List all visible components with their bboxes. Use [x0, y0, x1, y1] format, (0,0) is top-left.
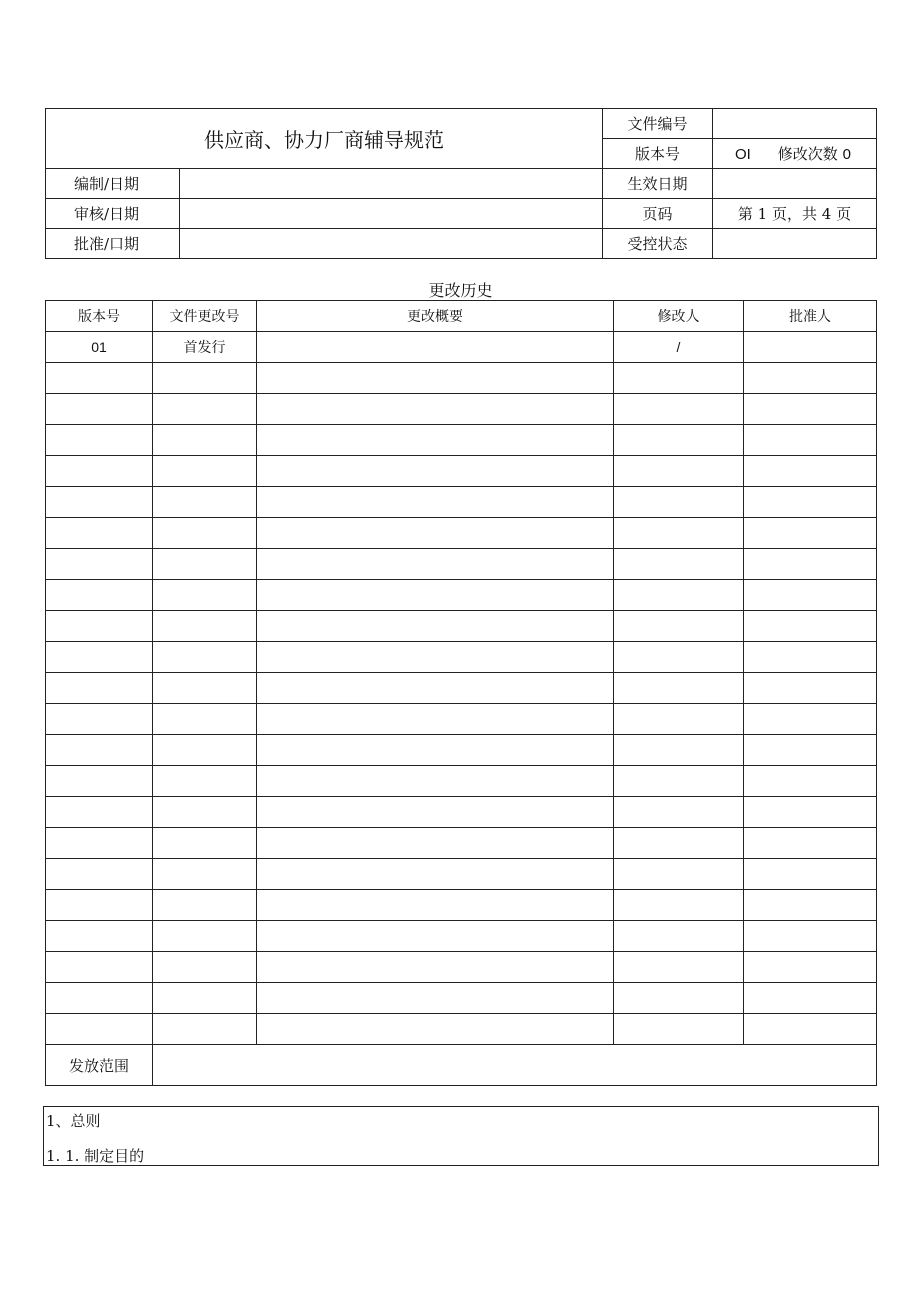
- history-cell-approver: [744, 890, 877, 921]
- column-header-change-number: 文件更改号: [153, 301, 257, 332]
- history-cell-summary: [257, 766, 614, 797]
- history-cell-version: [46, 425, 153, 456]
- history-cell-modifier: [614, 580, 744, 611]
- history-cell-approver: [744, 983, 877, 1014]
- history-cell-approver: [744, 766, 877, 797]
- history-cell-approver: [744, 797, 877, 828]
- history-cell-version: [46, 704, 153, 735]
- history-cell-modifier: [614, 983, 744, 1014]
- history-cell-version: [46, 580, 153, 611]
- history-cell-version: [46, 952, 153, 983]
- version-value: OI: [735, 146, 751, 163]
- history-cell-summary: [257, 363, 614, 394]
- history-cell-version: [46, 859, 153, 890]
- history-cell-summary: [257, 518, 614, 549]
- column-header-approver: 批准人: [744, 301, 877, 332]
- history-cell-change-number: [153, 673, 257, 704]
- history-cell-approver: [744, 1014, 877, 1045]
- history-cell-summary: [257, 952, 614, 983]
- history-cell-modifier: [614, 456, 744, 487]
- history-cell-change-number: [153, 425, 257, 456]
- history-cell-modifier: [614, 394, 744, 425]
- history-header-row: [46, 301, 877, 332]
- history-cell-summary: [257, 921, 614, 952]
- history-cell-approver: [744, 394, 877, 425]
- history-row: [46, 859, 877, 890]
- history-cell-version: [46, 456, 153, 487]
- history-cell-modifier: [614, 921, 744, 952]
- distribution-scope-value: [153, 1045, 877, 1086]
- history-cell-modifier: [614, 611, 744, 642]
- history-cell-version: 01: [46, 332, 153, 363]
- history-cell-version: [46, 549, 153, 580]
- history-cell-approver: [744, 704, 877, 735]
- history-cell-version: [46, 487, 153, 518]
- document-header-table: [45, 108, 877, 259]
- history-cell-version: [46, 642, 153, 673]
- history-cell-modifier: [614, 1014, 744, 1045]
- history-cell-approver: [744, 518, 877, 549]
- history-cell-version: [46, 983, 153, 1014]
- history-cell-change-number: [153, 828, 257, 859]
- history-cell-summary: [257, 1014, 614, 1045]
- history-cell-summary: [257, 735, 614, 766]
- history-row: [46, 735, 877, 766]
- section-heading-general: 1、总则: [46, 1112, 101, 1130]
- history-cell-approver: [744, 487, 877, 518]
- history-row: [46, 704, 877, 735]
- history-row: [46, 580, 877, 611]
- approved-by-label: 批准/口期: [46, 229, 180, 259]
- history-row: [46, 797, 877, 828]
- history-cell-summary: [257, 704, 614, 735]
- reviewed-by-value: [180, 199, 603, 229]
- history-cell-summary: [257, 394, 614, 425]
- history-cell-summary: [257, 828, 614, 859]
- history-cell-approver: [744, 859, 877, 890]
- reviewed-by-label: 审核/日期: [46, 199, 180, 229]
- document-title: 供应商、协力厂商辅导规范: [46, 109, 603, 169]
- history-cell-change-number: [153, 394, 257, 425]
- history-cell-approver: [744, 952, 877, 983]
- history-cell-approver: [744, 642, 877, 673]
- history-cell-change-number: [153, 890, 257, 921]
- history-cell-version: [46, 921, 153, 952]
- history-row: [46, 642, 877, 673]
- history-row: [46, 549, 877, 580]
- history-cell-change-number: [153, 704, 257, 735]
- history-row: [46, 952, 877, 983]
- history-cell-approver: [744, 580, 877, 611]
- history-cell-change-number: [153, 363, 257, 394]
- history-cell-summary: [257, 425, 614, 456]
- history-cell-modifier: [614, 766, 744, 797]
- history-cell-change-number: [153, 797, 257, 828]
- history-cell-approver: [744, 549, 877, 580]
- history-cell-modifier: /: [614, 332, 744, 363]
- history-row: [46, 766, 877, 797]
- history-row: [46, 425, 877, 456]
- history-cell-change-number: [153, 580, 257, 611]
- file-number-value: [713, 109, 877, 139]
- history-cell-change-number: [153, 456, 257, 487]
- history-row: [46, 673, 877, 704]
- history-cell-summary: [257, 673, 614, 704]
- history-cell-summary: [257, 456, 614, 487]
- history-cell-change-number: [153, 766, 257, 797]
- history-cell-modifier: [614, 425, 744, 456]
- history-cell-summary: [257, 983, 614, 1014]
- history-cell-change-number: [153, 952, 257, 983]
- history-cell-summary: [257, 580, 614, 611]
- history-cell-version: [46, 611, 153, 642]
- history-row: [46, 518, 877, 549]
- effective-date-label: 生效日期: [603, 169, 713, 199]
- history-cell-version: [46, 766, 153, 797]
- history-cell-summary: [257, 549, 614, 580]
- history-row: [46, 394, 877, 425]
- document-body: [43, 1106, 879, 1166]
- history-cell-approver: [744, 363, 877, 394]
- history-cell-modifier: [614, 952, 744, 983]
- history-cell-summary: [257, 332, 614, 363]
- distribution-scope-label: 发放范围: [46, 1045, 153, 1086]
- history-row: [46, 890, 877, 921]
- history-cell-summary: [257, 797, 614, 828]
- history-row: [46, 611, 877, 642]
- history-cell-version: [46, 673, 153, 704]
- change-history-table: [45, 300, 877, 1086]
- history-cell-modifier: [614, 518, 744, 549]
- history-row: [46, 363, 877, 394]
- history-cell-change-number: 首发行: [153, 332, 257, 363]
- history-row: [46, 921, 877, 952]
- history-cell-approver: [744, 673, 877, 704]
- history-cell-summary: [257, 890, 614, 921]
- history-cell-modifier: [614, 735, 744, 766]
- compiled-by-label: 编制/日期: [46, 169, 180, 199]
- history-cell-approver: [744, 332, 877, 363]
- column-header-version: 版本号: [46, 301, 153, 332]
- history-row: [46, 456, 877, 487]
- history-cell-version: [46, 518, 153, 549]
- history-row: [46, 332, 877, 363]
- history-cell-approver: [744, 611, 877, 642]
- history-cell-approver: [744, 921, 877, 952]
- column-header-summary: 更改概要: [257, 301, 614, 332]
- page-number-label: 页码: [603, 199, 713, 229]
- control-status-label: 受控状态: [603, 229, 713, 259]
- history-cell-version: [46, 363, 153, 394]
- effective-date-value: [713, 169, 877, 199]
- history-cell-change-number: [153, 549, 257, 580]
- history-cell-version: [46, 828, 153, 859]
- history-cell-modifier: [614, 487, 744, 518]
- change-history-caption: 更改历史: [428, 281, 493, 300]
- history-cell-version: [46, 394, 153, 425]
- history-cell-change-number: [153, 518, 257, 549]
- history-row: [46, 487, 877, 518]
- history-cell-change-number: [153, 642, 257, 673]
- history-row: [46, 828, 877, 859]
- history-cell-modifier: [614, 642, 744, 673]
- history-row: [46, 983, 877, 1014]
- column-header-modifier: 修改人: [614, 301, 744, 332]
- page-number-value: 第 1 页，共 4 页: [713, 199, 877, 229]
- history-cell-version: [46, 735, 153, 766]
- history-cell-version: [46, 1014, 153, 1045]
- history-cell-change-number: [153, 1014, 257, 1045]
- control-status-value: [713, 229, 877, 259]
- history-cell-change-number: [153, 983, 257, 1014]
- compiled-by-value: [180, 169, 603, 199]
- history-cell-modifier: [614, 890, 744, 921]
- revision-count-value: 0: [842, 146, 851, 163]
- version-label: 版本号: [603, 139, 713, 169]
- history-cell-change-number: [153, 487, 257, 518]
- history-cell-version: [46, 797, 153, 828]
- history-cell-modifier: [614, 797, 744, 828]
- revision-count-label: 修改次数: [777, 145, 838, 163]
- history-cell-summary: [257, 611, 614, 642]
- history-cell-summary: [257, 642, 614, 673]
- history-cell-modifier: [614, 363, 744, 394]
- file-number-label: 文件编号: [603, 109, 713, 139]
- history-cell-approver: [744, 735, 877, 766]
- history-cell-version: [46, 890, 153, 921]
- history-cell-modifier: [614, 828, 744, 859]
- history-cell-change-number: [153, 735, 257, 766]
- history-cell-modifier: [614, 549, 744, 580]
- history-cell-modifier: [614, 704, 744, 735]
- history-row: [46, 1014, 877, 1045]
- distribution-scope-row: [46, 1045, 877, 1086]
- subsection-heading-purpose: 1. 1. 制定目的: [46, 1147, 145, 1165]
- history-cell-approver: [744, 456, 877, 487]
- version-revision-cell: [713, 139, 877, 169]
- history-cell-change-number: [153, 611, 257, 642]
- history-cell-approver: [744, 828, 877, 859]
- history-cell-modifier: [614, 673, 744, 704]
- approved-by-value: [180, 229, 603, 259]
- history-cell-modifier: [614, 859, 744, 890]
- history-cell-approver: [744, 425, 877, 456]
- history-cell-change-number: [153, 921, 257, 952]
- history-cell-summary: [257, 859, 614, 890]
- history-cell-change-number: [153, 859, 257, 890]
- history-cell-summary: [257, 487, 614, 518]
